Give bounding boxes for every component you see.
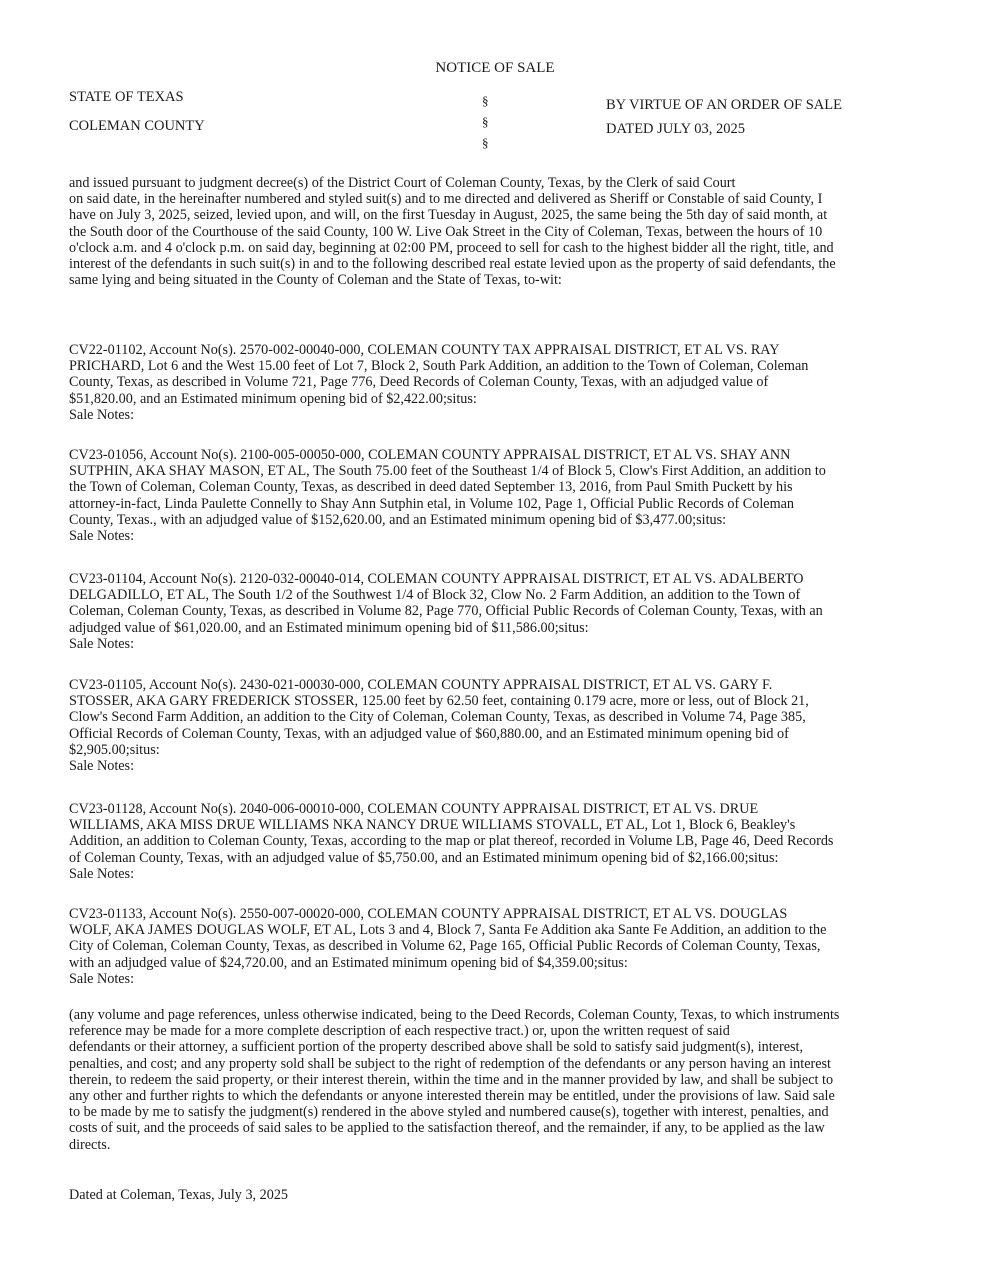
intro-line: on said date, in the hereinafter numbered and styled suit(s) and to me directed and delivered as Sheriff or Constable of said County, I [69, 191, 823, 208]
sale-entry [69, 801, 915, 882]
section-mark: § [482, 114, 489, 129]
entry-line: $2,905.00;situs: [69, 741, 160, 758]
entry-line: County, Texas, as described in Volume 721, Page 776, Deed Records of Coleman County, Texas, with an adjudged value of [69, 374, 769, 391]
entry-line: Coleman, Coleman County, Texas, as described in Volume 82, Page 770, Official Public Records of Coleman County, Texas, with an [69, 603, 823, 620]
county-label: COLEMAN COUNTY [69, 118, 205, 134]
closing-line: penalties, and cost; and any property sold shall be subject to the right of redemption of the defendants or any person having an interest [69, 1055, 831, 1072]
entry-line: attorney-in-fact, Linda Paulette Connelly to Shay Ann Sutphin etal, in Volume 102, Page 1, Official Public Records of Coleman [69, 495, 795, 512]
sale-notes: Sale Notes: [69, 635, 135, 652]
sale-entry [69, 447, 915, 544]
intro-line: and issued pursuant to judgment decree(s) of the District Court of Coleman County, Texas, by the Clerk of said Court [69, 175, 736, 191]
entry-line: County, Texas., with an adjudged value of $152,620.00, and an Estimated minimum opening bid of $3,477.00;situs: [69, 511, 727, 528]
sale-notes: Sale Notes: [69, 758, 135, 775]
entry-line: DELGADILLO, ET AL, The South 1/2 of the Southwest 1/4 of Block 32, Clow No. 2 Farm Addition, an addition to the Town of [69, 587, 801, 604]
closing-line: therein, to redeem the said property, or their interest therein, within the time and in the manner provided by law, and shall be subject to [69, 1071, 834, 1088]
intro-line: the South door of the Courthouse of the said County, 100 W. Live Oak Street in the City of Coleman, Texas, between the hours of 10 [69, 223, 823, 240]
sale-notes: Sale Notes: [69, 406, 135, 423]
entry-line: $51,820.00, and an Estimated minimum opening bid of $2,422.00;situs: [69, 390, 477, 407]
closing-line: directs. [69, 1136, 111, 1153]
entry-line: SUTPHIN, AKA SHAY MASON, ET AL, The South 75.00 feet of the Southeast 1/4 of Block 5, Clow's First Addition, an addition to [69, 463, 826, 480]
dated-line: Dated at Coleman, Texas, July 3, 2025 [69, 1187, 289, 1203]
entry-line: STOSSER, AKA GARY FREDERICK STOSSER, 125.00 feet by 62.50 feet, containing 0.179 acre, more or less, out of Block 21, [69, 693, 809, 710]
sale-notes: Sale Notes: [69, 865, 135, 882]
closing-line: costs of suit, and the proceeds of said sales to be applied to the satisfaction thereof, and the remainder, if any, to be applied as the law [69, 1120, 825, 1137]
section-mark: § [482, 93, 489, 108]
entry-line: CV23-01133, Account No(s). 2550-007-00020-000, COLEMAN COUNTY APPRAISAL DISTRICT, ET AL VS. DOUGLAS [69, 906, 788, 922]
closing-paragraph [69, 1007, 915, 1153]
closing-line: (any volume and page references, unless otherwise indicated, being to the Deed Records, Coleman County, Texas, to which instruments [69, 1007, 840, 1023]
entry-line: City of Coleman, Coleman County, Texas, as described in Volume 62, Page 165, Official Public Records of Coleman County, Texas, [69, 938, 821, 955]
order-of-sale-label: BY VIRTUE OF AN ORDER OF SALE [606, 97, 842, 113]
entry-line: Official Records of Coleman County, Texas, with an adjudged value of $60,880.00, and an Estimated minimum opening bid of [69, 725, 789, 742]
intro-paragraph [69, 175, 915, 288]
entry-line: CV23-01104, Account No(s). 2120-032-00040-014, COLEMAN COUNTY APPRAISAL DISTRICT, ET AL VS. ADALBERTO [69, 571, 804, 587]
entry-line: Clow's Second Farm Addition, an addition to the City of Coleman, Coleman County, Texas, as described in Volume 74, Page 385, [69, 709, 806, 726]
sale-entry [69, 677, 915, 774]
sale-entry [69, 906, 915, 987]
entry-line: adjudged value of $61,020.00, and an Estimated minimum opening bid of $11,586.00;situs: [69, 619, 589, 636]
sale-entry [69, 571, 915, 652]
sale-entry [69, 342, 915, 423]
entry-line: CV23-01056, Account No(s). 2100-005-00050-000, COLEMAN COUNTY APPRAISAL DISTRICT, ET AL VS. SHAY ANN [69, 447, 791, 463]
sale-notes: Sale Notes: [69, 528, 135, 545]
entry-line: CV23-01105, Account No(s). 2430-021-00030-000, COLEMAN COUNTY APPRAISAL DISTRICT, ET AL VS. GARY F. [69, 677, 773, 693]
intro-line: same lying and being situated in the County of Coleman and the State of Texas, to-wit: [69, 272, 562, 289]
entry-line: Addition, an addition to Coleman County, Texas, according to the map or plat thereof, recorded in Volume LB, Page 46, Deed Records [69, 833, 834, 850]
entry-line: PRICHARD, Lot 6 and the West 15.00 feet of Lot 7, Block 2, South Park Addition, an addition to the Town of Coleman, Coleman [69, 358, 809, 375]
intro-line: o'clock a.m. and 4 o'clock p.m. on said day, beginning at 02:00 PM, proceed to sell for cash to the highest bidder all the right, title, and [69, 239, 834, 256]
intro-line: have on July 3, 2025, seized, levied upon, and will, on the first Tuesday in August, 2025, the same being the 5th day of said month, at [69, 207, 828, 224]
entry-line: of Coleman County, Texas, with an adjudged value of $5,750.00, and an Estimated minimum opening bid of $2,166.00;situs: [69, 849, 779, 866]
closing-line: reference may be made for a more complete description of each respective tract.) or, upon the written request of said [69, 1023, 730, 1040]
intro-line: interest of the defendants in such suit(s) in and to the following described real estate levied upon as the property of said defendants, the [69, 256, 836, 273]
sale-notes: Sale Notes: [69, 970, 135, 987]
state-label: STATE OF TEXAS [69, 89, 184, 105]
entry-line: CV22-01102, Account No(s). 2570-002-00040-000, COLEMAN COUNTY TAX APPRAISAL DISTRICT, ET AL VS. RAY [69, 342, 780, 358]
section-mark: § [482, 135, 489, 150]
closing-line: any other and further rights to which the defendants or anyone interested therein may be entitled, under the provisions of law. Said sale [69, 1088, 835, 1105]
entry-line: WOLF, AKA JAMES DOUGLAS WOLF, ET AL, Lots 3 and 4, Block 7, Santa Fe Addition aka Sante Fe Addition, an addition to the [69, 922, 827, 939]
page-title: NOTICE OF SALE [435, 60, 555, 76]
closing-line: to be made by me to satisfy the judgment(s) rendered in the above styled and numbered cause(s), together with interest, penalties, and [69, 1104, 829, 1121]
entry-line: the Town of Coleman, Coleman County, Texas, as described in deed dated September 13, 2016, from Paul Smith Puckett by his [69, 479, 793, 496]
closing-line: defendants or their attorney, a sufficient portion of the property described above shall be sold to satisfy said judgment(s), interest, [69, 1039, 804, 1056]
entry-line: CV23-01128, Account No(s). 2040-006-00010-000, COLEMAN COUNTY APPRAISAL DISTRICT, ET AL VS. DRUE [69, 801, 759, 817]
entry-line: with an adjudged value of $24,720.00, and an Estimated minimum opening bid of $4,359.00;situs: [69, 954, 628, 971]
order-date-label: DATED JULY 03, 2025 [606, 121, 745, 137]
entry-line: WILLIAMS, AKA MISS DRUE WILLIAMS NKA NANCY DRUE WILLIAMS STOVALL, ET AL, Lot 1, Block 6, Beakley's [69, 817, 796, 834]
